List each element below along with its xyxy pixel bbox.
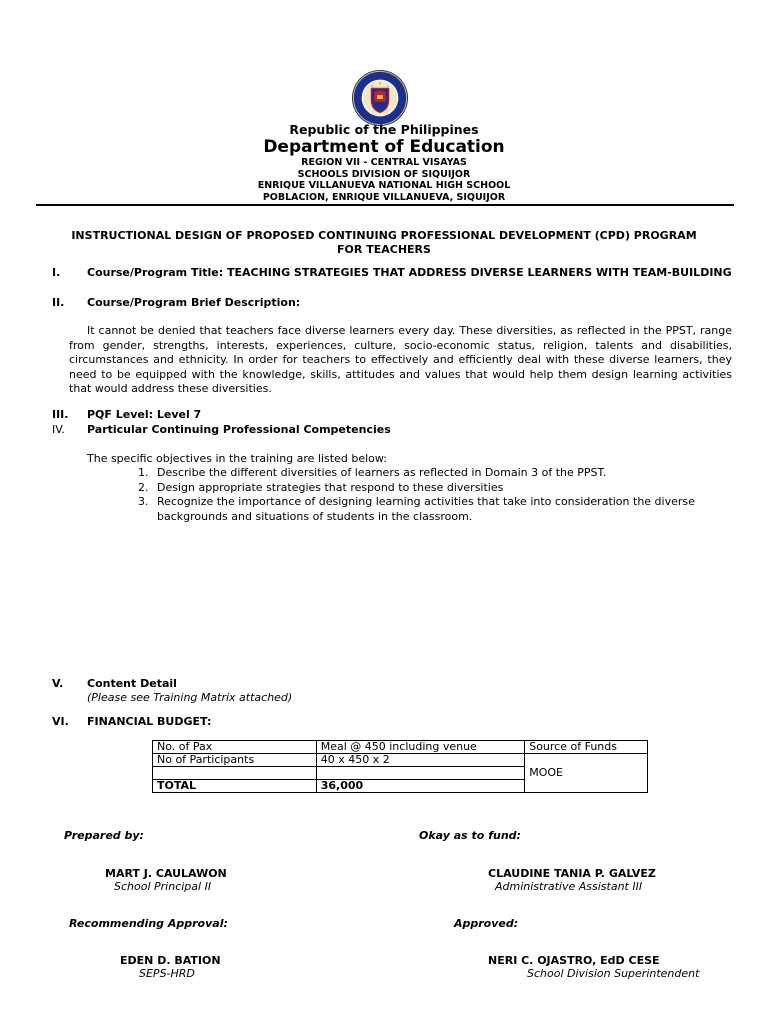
budget-table bbox=[152, 740, 648, 793]
objectives-list bbox=[138, 466, 698, 524]
table-cell: MOOE bbox=[525, 754, 648, 793]
objectives-intro: The specific objectives in the training are listed below: bbox=[87, 452, 387, 465]
section-number: IV. bbox=[52, 423, 65, 436]
header-address: POBLACION, ENRIQUE VILLANUEVA, SIQUIJOR bbox=[262, 192, 506, 203]
section-number: III. bbox=[52, 408, 69, 421]
content-detail-note: (Please see Training Matrix attached) bbox=[87, 691, 293, 704]
item-number: 2. bbox=[138, 480, 149, 494]
header-divider bbox=[36, 204, 734, 206]
header-division: SCHOOLS DIVISION OF SIQUIJOR bbox=[297, 169, 471, 180]
deped-seal-logo bbox=[351, 69, 409, 127]
okay-to-fund-caption: Okay as to fund: bbox=[419, 829, 521, 842]
table-row bbox=[153, 741, 648, 754]
table-cell: No of Participants bbox=[153, 754, 317, 767]
header-department: Department of Education bbox=[263, 137, 505, 157]
approved-caption: Approved: bbox=[454, 917, 519, 930]
header-republic: Republic of the Philippines bbox=[289, 122, 479, 137]
section-number: VI. bbox=[52, 715, 69, 728]
item-number: 3. bbox=[138, 495, 149, 508]
list-item bbox=[138, 466, 698, 481]
signatory-title: Administrative Assistant III bbox=[495, 880, 643, 893]
item-text: Recognize the importance of designing learning activities that take into consideration the diverse backgrounds and situations of students in the classroom. bbox=[157, 495, 695, 523]
signatory-title: School Principal II bbox=[114, 880, 212, 893]
section-number: V. bbox=[52, 677, 64, 690]
table-cell: No. of Pax bbox=[153, 741, 317, 754]
table-cell: 40 x 450 x 2 bbox=[316, 754, 525, 767]
document-title: INSTRUCTIONAL DESIGN OF PROPOSED CONTINUING PROFESSIONAL DEVELOPMENT (CPD) PROGRAM FOR TEACHERS bbox=[71, 229, 697, 256]
signatory-title: SEPS-HRD bbox=[139, 967, 195, 980]
signatory-name: EDEN D. BATION bbox=[120, 954, 221, 967]
table-row bbox=[153, 754, 648, 767]
table-cell bbox=[316, 767, 525, 780]
section-number: II. bbox=[52, 296, 65, 309]
list-item bbox=[138, 481, 698, 496]
table-cell: Meal @ 450 including venue bbox=[316, 741, 525, 754]
list-item bbox=[138, 495, 698, 524]
total-label: TOTAL bbox=[153, 780, 317, 793]
table-cell bbox=[153, 767, 317, 780]
signatory-name: CLAUDINE TANIA P. GALVEZ bbox=[488, 867, 656, 880]
recommending-caption: Recommending Approval: bbox=[69, 917, 228, 930]
signatory-name: NERI C. OJASTRO, EdD CESE bbox=[488, 954, 660, 967]
item-text: Describe the different diversities of learners as reflected in Domain 3 of the PPST. bbox=[157, 466, 607, 479]
course-title: Course/Program Title: TEACHING STRATEGIES THAT ADDRESS DIVERSE LEARNERS WITH TEAM-BUILDING bbox=[87, 266, 732, 279]
budget-heading: FINANCIAL BUDGET: bbox=[87, 715, 212, 728]
item-number: 1. bbox=[138, 466, 149, 479]
description-paragraph: It cannot be denied that teachers face diverse learners every day. These diversities, as reflected in the PPST, range from gender, strengths, interests, experiences, culture, socio-economic status, religion, talents and disabilities, circumstances and ethnicity. In order for teachers to effectively and efficiently deal with these diverse learners, they need to be equipped with the knowledge, skills, attitudes and values that would help them design learning activities that would address these diversities. bbox=[69, 324, 732, 395]
description-heading: Course/Program Brief Description: bbox=[87, 296, 301, 309]
competencies-heading: Particular Continuing Professional Competencies bbox=[87, 423, 391, 436]
item-text: Design appropriate strategies that respond to these diversities bbox=[157, 480, 504, 494]
header-school: ENRIQUE VILLANUEVA NATIONAL HIGH SCHOOL bbox=[257, 180, 511, 191]
table-cell: Source of Funds bbox=[525, 741, 648, 754]
total-value: 36,000 bbox=[316, 780, 525, 793]
signatory-name: MART J. CAULAWON bbox=[105, 867, 227, 880]
content-detail-heading: Content Detail bbox=[87, 677, 177, 690]
pqf-level: PQF Level: Level 7 bbox=[87, 408, 202, 421]
signatory-title: School Division Superintendent bbox=[527, 967, 700, 980]
section-number: I. bbox=[52, 266, 61, 279]
header-region: REGION VII - CENTRAL VISAYAS bbox=[301, 157, 467, 168]
prepared-by-caption: Prepared by: bbox=[64, 829, 144, 842]
